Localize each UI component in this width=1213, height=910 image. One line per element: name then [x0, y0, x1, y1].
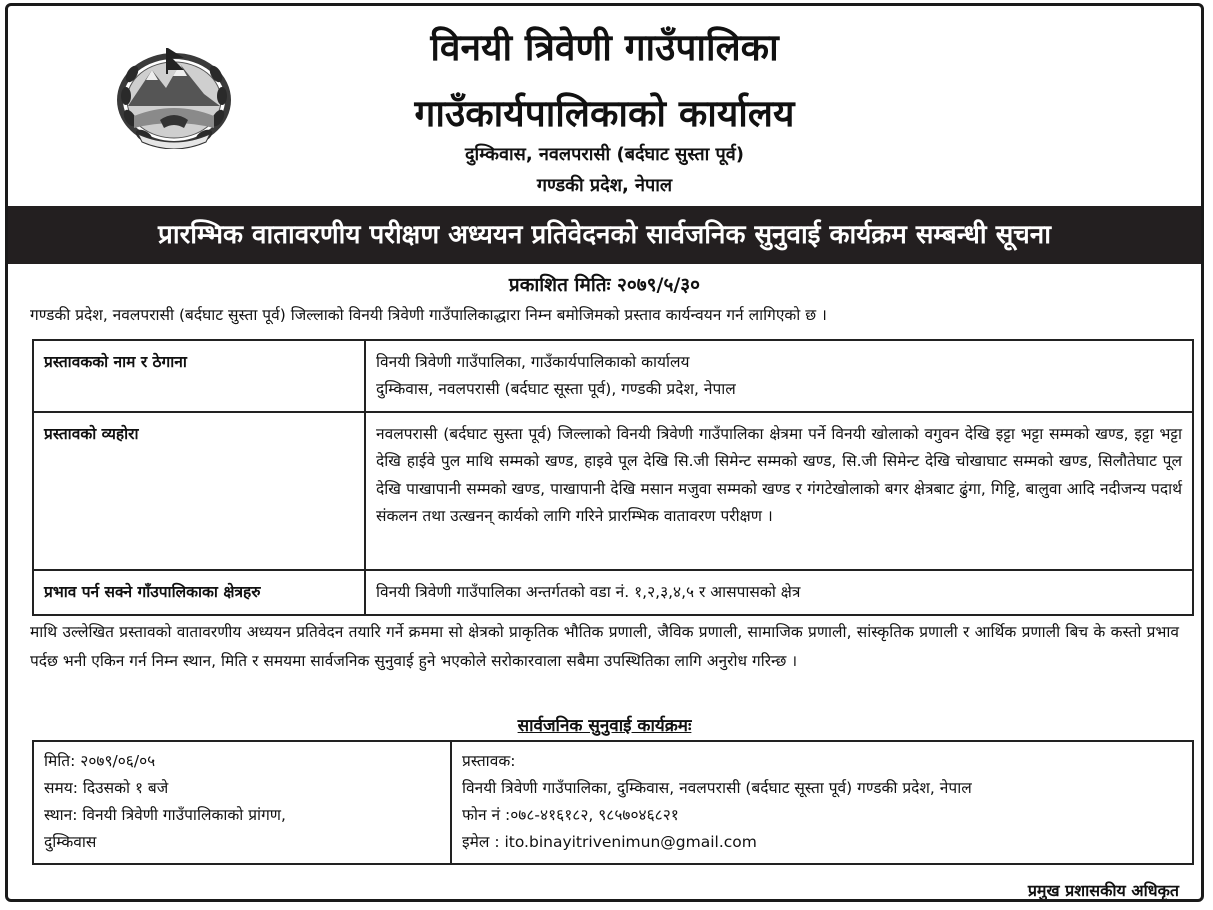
- proponent-heading: प्रस्तावक:: [462, 752, 516, 770]
- proposal-detail-value: नवलपरासी (बर्दघाट सुस्ता पूर्व) जिल्लाको विनयी त्रिवेणी गाउँपालिका क्षेत्रमा पर्ने विनयी खोलाको वगुवन देखि इट्टा भट्टा सम्मको खण्ड, इट्टा भट्टा देखि हाईवे पुल माथि सम्मको खण्ड, हाइवे पूल देखि सि.जी सिमेन्ट सम्मको खण्ड, सि.जी सिमेन्ट देखि चोखाघाट सम्मको खण्ड, सिलौतेघाट पूल देखि पाखापानी सम्मको खण्ड, पाखापानी देखि मसान मजुवा सम्मको खण्ड र गंगटेखोलाको बगर क्षेत्रबाट ढुंगा, गिट्टि, बालुवा आदि नदीजन्य पदार्थ संकलन तथा उत्खनन् कार्यको लागि गरिने प्रारम्भिक वातावरण परीक्षण ।: [365, 412, 1193, 570]
- notice-frame: [5, 3, 1204, 902]
- hearing-table: [32, 740, 1194, 865]
- hearing-place: स्थान: विनयी त्रिवेणी गाउँपालिकाको प्रांगण,: [44, 806, 286, 825]
- table-row: [33, 340, 1193, 412]
- notice-banner: प्रारम्भिक वातावरणीय परीक्षण अध्ययन प्रतिवेदनको सार्वजनिक सुनुवाई कार्यक्रम सम्बन्धी सूचना: [8, 206, 1201, 264]
- affected-areas-label: प्रभाव पर्न सक्ने गाँउपालिकाका क्षेत्रहरु: [33, 570, 365, 615]
- office-province: गण्डकी प्रदेश, नेपाल: [536, 175, 673, 196]
- proponent-phone: फोन नं :०७८-४१६१८२, ९८५७०४६८२१: [462, 806, 679, 825]
- hearing-date: मिति: २०७९/०६/०५: [44, 752, 156, 770]
- table-row: [33, 741, 1193, 864]
- proposal-detail-label: प्रस्तावको व्यहोरा: [33, 412, 365, 570]
- published-date: प्रकाशित मितिः २०७९/५/३०: [508, 274, 701, 296]
- table-row: [33, 412, 1193, 570]
- intro-text: गण्डकी प्रदेश, नवलपरासी (बर्दघाट सुस्ता पूर्व) जिल्लाको विनयी त्रिवेणी गाउँपालिकाद्धारा निम्न बमोजिमको प्रस्ताव कार्यन्वयन गर्न लागिएको छ ।: [30, 306, 827, 324]
- proposal-name-value: [365, 340, 1193, 412]
- affected-areas-value: विनयी त्रिवेणी गाउँपालिका अन्तर्गतको वडा नं. १,२,३,४,५ र आसपासको क्षेत्र: [365, 570, 1193, 615]
- proposal-name-line2: दुम्किवास, नवलपरासी (बर्दघाट सूस्ता पूर्व), गण्डकी प्रदेश, नेपाल: [376, 380, 736, 399]
- proponent-email: इमेल : ito.binayitrivenimun@gmail.com: [462, 833, 757, 852]
- signatory-title: प्रमुख प्रशासकीय अधिकृत: [1027, 881, 1179, 900]
- table-row: [33, 570, 1193, 615]
- municipality-title: विनयी त्रिवेणी गाउँपालिका: [430, 26, 779, 69]
- proposal-table: [32, 339, 1194, 616]
- request-paragraph: माथि उल्लेखित प्रस्तावको वातावरणीय अध्ययन प्रतिवेदन तयारि गर्ने क्रममा सो क्षेत्रको प्राकृतिक भौतिक प्रणाली, जैविक प्रणाली, सामाजिक प्रणाली, सांस्कृतिक प्रणाली र आर्थिक प्रणाली बिच के कस्तो प्रभाव पर्दछ भनी एकिन गर्न निम्न स्थान, मिति र समयमा सार्वजनिक सुनुवाई हुने भएकोले सरोकारवाला सबैमा उपस्थितिका लागि अनुरोध गरिन्छ ।: [30, 623, 1179, 670]
- hearing-time: समय: दिउसको १ बजे: [44, 779, 169, 798]
- hearing-details: [33, 741, 451, 864]
- office-address: दुम्किवास, नवलपरासी (बर्दघाट सुस्ता पूर्व): [465, 144, 744, 165]
- proponent-details: [451, 741, 1193, 864]
- proponent-address: विनयी त्रिवेणी गाउँपालिका, दुम्किवास, नवलपरासी (बर्दघाट सूस्ता पूर्व) गण्डकी प्रदेश, नेपाल: [462, 779, 972, 798]
- proposal-name-line1: विनयी त्रिवेणी गाउँपालिका, गाउँकार्यपालिकाको कार्यालय: [376, 353, 690, 371]
- proposal-name-label: प्रस्तावकको नाम र ठेगाना: [33, 340, 365, 412]
- office-title: गाउँकार्यपालिकाको कार्यालय: [414, 92, 795, 135]
- hearing-place-cont: दुम्किवास: [44, 833, 97, 852]
- program-title: सार्वजनिक सुनुवाई कार्यक्रमः: [517, 716, 692, 736]
